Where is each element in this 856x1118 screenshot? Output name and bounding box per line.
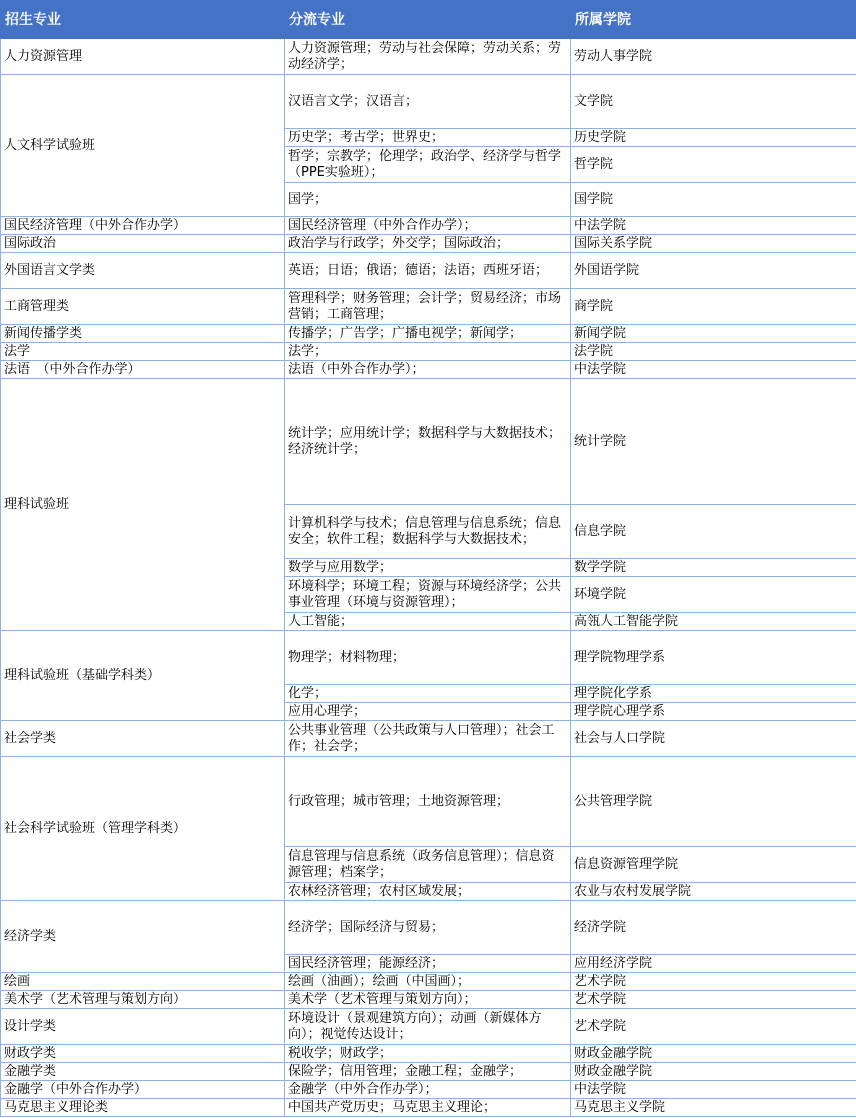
header-split: 分流专业: [285, 1, 571, 39]
split-major: 汉语言文学；汉语言；: [285, 75, 571, 129]
split-major: 税收学；财政学；: [285, 1045, 571, 1063]
enroll-major: 人力资源管理: [1, 39, 285, 75]
table-row: [1, 289, 856, 325]
enroll-major: 人文科学试验班: [1, 75, 285, 217]
split-major: 历史学；考古学；世界史；: [285, 129, 571, 147]
college: 数学学院: [571, 559, 856, 577]
enroll-major: 工商管理类: [1, 289, 285, 325]
college: 艺术学院: [571, 1009, 856, 1045]
enroll-major: 法语 （中外合作办学）: [1, 361, 285, 379]
split-major: 行政管理；城市管理；土地资源管理；: [285, 757, 571, 847]
table-row: [1, 39, 856, 75]
table-row: [1, 721, 856, 757]
college: 理学院物理学系: [571, 631, 856, 685]
college: 高瓴人工智能学院: [571, 613, 856, 631]
header-enroll: 招生专业: [1, 1, 285, 39]
table-row: [1, 379, 856, 505]
split-major: 美术学（艺术管理与策划方向）；: [285, 991, 571, 1009]
enroll-major: 外国语言文学类: [1, 253, 285, 289]
enroll-major: 新闻传播学类: [1, 325, 285, 343]
enroll-major: 国民经济管理（中外合作办学）: [1, 217, 285, 235]
table-row: [1, 1063, 856, 1081]
split-major: 管理科学；财务管理；会计学；贸易经济；市场营销；工商管理；: [285, 289, 571, 325]
college: 环境学院: [571, 577, 856, 613]
college: 法学院: [571, 343, 856, 361]
table-row: [1, 1099, 856, 1117]
college: 文学院: [571, 75, 856, 129]
split-major: 环境科学；环境工程；资源与环境经济学；公共事业管理（环境与资源管理）；: [285, 577, 571, 613]
split-major: 法学；: [285, 343, 571, 361]
college: 马克思主义学院: [571, 1099, 856, 1117]
table-row: [1, 757, 856, 847]
college: 中法学院: [571, 217, 856, 235]
split-major: 物理学；材料物理；: [285, 631, 571, 685]
split-major: 金融学（中外合作办学）；: [285, 1081, 571, 1099]
enroll-major: 绘画: [1, 973, 285, 991]
college: 财政金融学院: [571, 1063, 856, 1081]
split-major: 国学；: [285, 183, 571, 217]
split-major: 保险学；信用管理；金融工程；金融学；: [285, 1063, 571, 1081]
enroll-major: 理科试验班: [1, 379, 285, 631]
college: 财政金融学院: [571, 1045, 856, 1063]
table-row: [1, 1045, 856, 1063]
college: 理学院化学系: [571, 685, 856, 703]
split-major: 国民经济管理（中外合作办学）；: [285, 217, 571, 235]
header-college: 所属学院: [571, 1, 856, 39]
college: 哲学院: [571, 147, 856, 183]
split-major: 化学；: [285, 685, 571, 703]
college: 应用经济学院: [571, 955, 856, 973]
table-row: [1, 217, 856, 235]
header-row: [1, 1, 856, 39]
split-major: 法语（中外合作办学）；: [285, 361, 571, 379]
enroll-major: 金融学类: [1, 1063, 285, 1081]
split-major: 经济学；国际经济与贸易；: [285, 901, 571, 955]
enroll-major: 社会科学试验班（管理学科类）: [1, 757, 285, 901]
college: 外国语学院: [571, 253, 856, 289]
split-major: 数学与应用数学；: [285, 559, 571, 577]
enroll-major: 社会学类: [1, 721, 285, 757]
enroll-major: 设计学类: [1, 1009, 285, 1045]
college: 理学院心理学系: [571, 703, 856, 721]
enroll-major: 法学: [1, 343, 285, 361]
enroll-major: 理科试验班（基础学科类）: [1, 631, 285, 721]
split-major: 政治学与行政学；外交学；国际政治；: [285, 235, 571, 253]
split-major: 人力资源管理；劳动与社会保障；劳动关系；劳动经济学；: [285, 39, 571, 75]
college: 新闻学院: [571, 325, 856, 343]
table-row: [1, 235, 856, 253]
college: 农业与农村发展学院: [571, 883, 856, 901]
table-row: [1, 253, 856, 289]
enroll-major: 国际政治: [1, 235, 285, 253]
college: 艺术学院: [571, 991, 856, 1009]
table-row: [1, 325, 856, 343]
college: 商学院: [571, 289, 856, 325]
college: 国学院: [571, 183, 856, 217]
split-major: 农林经济管理；农村区域发展；: [285, 883, 571, 901]
table-row: [1, 991, 856, 1009]
table-row: [1, 75, 856, 129]
split-major: 传播学；广告学；广播电视学；新闻学；: [285, 325, 571, 343]
college: 艺术学院: [571, 973, 856, 991]
enroll-major: 马克思主义理论类: [1, 1099, 285, 1117]
college: 中法学院: [571, 1081, 856, 1099]
college: 国际关系学院: [571, 235, 856, 253]
split-major: 环境设计（景观建筑方向）；动画（新媒体方向）；视觉传达设计；: [285, 1009, 571, 1045]
split-major: 公共事业管理（公共政策与人口管理）；社会工作；社会学；: [285, 721, 571, 757]
split-major: 应用心理学；: [285, 703, 571, 721]
split-major: 国民经济管理；能源经济；: [285, 955, 571, 973]
split-major: 绘画（油画）；绘画（中国画）；: [285, 973, 571, 991]
split-major: 人工智能；: [285, 613, 571, 631]
college: 经济学院: [571, 901, 856, 955]
enroll-major: 财政学类: [1, 1045, 285, 1063]
college: 劳动人事学院: [571, 39, 856, 75]
college: 公共管理学院: [571, 757, 856, 847]
split-major: 计算机科学与技术；信息管理与信息系统；信息安全；软件工程；数据科学与大数据技术；: [285, 505, 571, 559]
table-row: [1, 901, 856, 955]
split-major: 中国共产党历史；马克思主义理论；: [285, 1099, 571, 1117]
college: 社会与人口学院: [571, 721, 856, 757]
enroll-major: 美术学（艺术管理与策划方向）: [1, 991, 285, 1009]
table-row: [1, 1009, 856, 1045]
split-major: 英语；日语；俄语；德语；法语；西班牙语；: [285, 253, 571, 289]
college: 历史学院: [571, 129, 856, 147]
table-row: [1, 973, 856, 991]
enroll-major: 经济学类: [1, 901, 285, 973]
college: 信息学院: [571, 505, 856, 559]
enroll-major: 金融学（中外合作办学）: [1, 1081, 285, 1099]
college: 信息资源管理学院: [571, 847, 856, 883]
college: 统计学院: [571, 379, 856, 505]
table-row: [1, 1081, 856, 1099]
college: 中法学院: [571, 361, 856, 379]
table-row: [1, 631, 856, 685]
table-row: [1, 343, 856, 361]
split-major: 哲学；宗教学；伦理学；政治学、经济学与哲学（PPE实验班）；: [285, 147, 571, 183]
split-major: 统计学；应用统计学；数据科学与大数据技术；经济统计学；: [285, 379, 571, 505]
split-major: 信息管理与信息系统（政务信息管理）；信息资源管理；档案学；: [285, 847, 571, 883]
table-row: [1, 361, 856, 379]
